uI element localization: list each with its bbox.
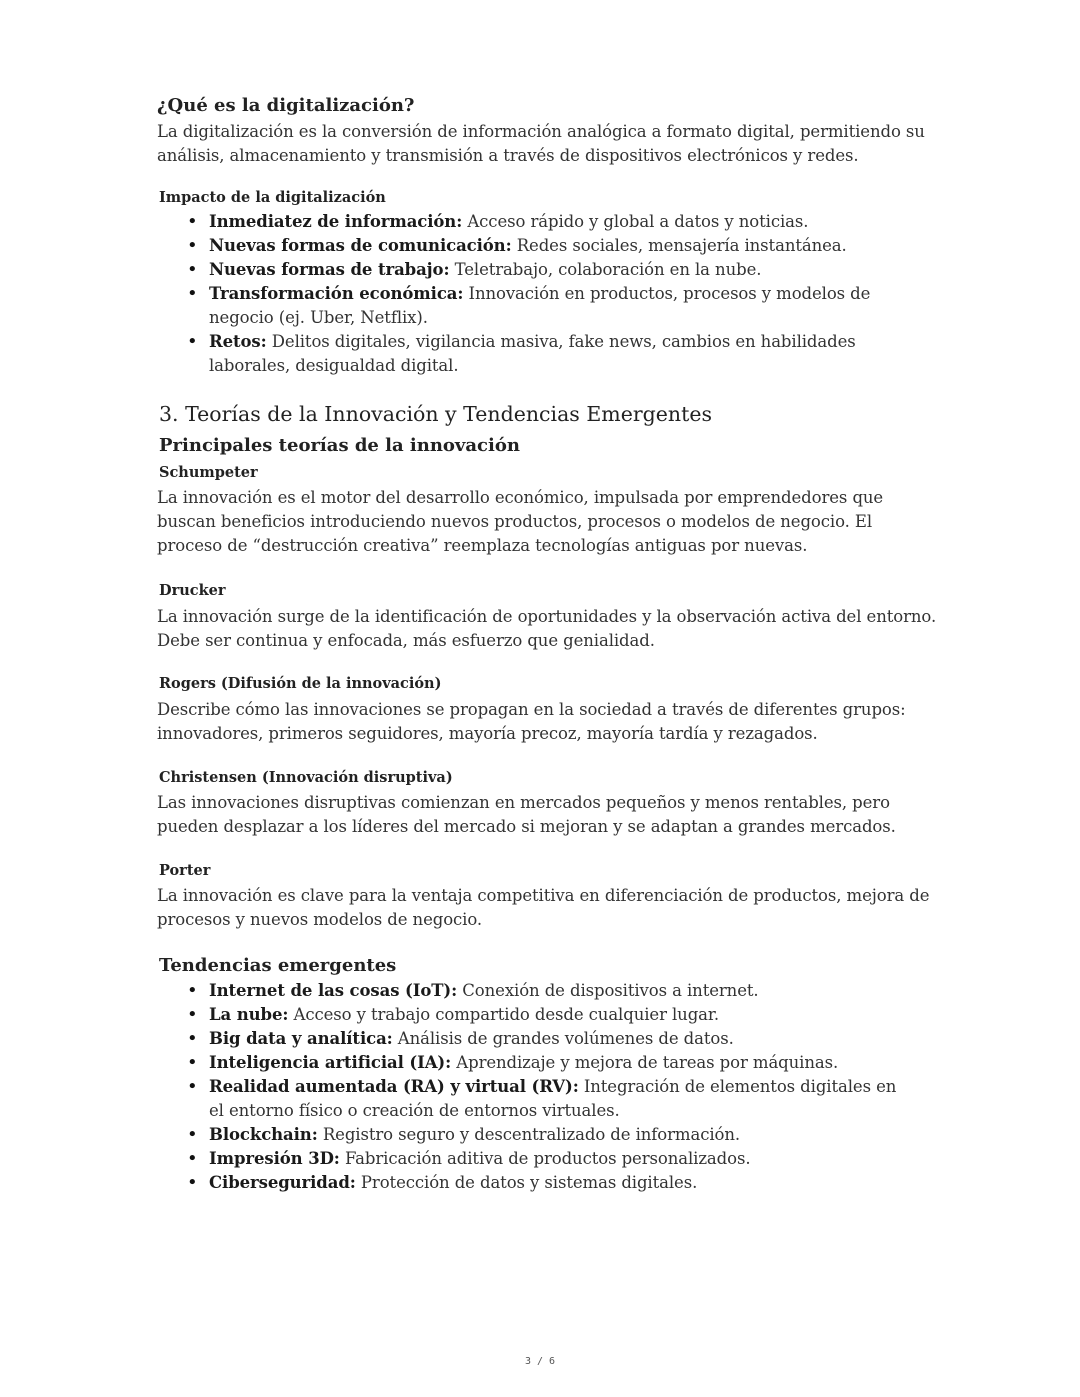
list-item-desc: Redes sociales, mensajería instantánea. [511,236,847,255]
list-item [209,1147,937,1171]
theory-name: Schumpeter [159,464,258,481]
theory-text: La innovación surge de la identificación de oportunidades y la observación activa del entorno. Debe ser continua y enfocada, más esfuerzo que genialidad. [157,607,937,650]
list-item [209,1003,937,1027]
list-item-desc: Teletrabajo, colaboración en la nube. [449,260,762,279]
list-item-term: Internet de las cosas (IoT): [209,981,458,1000]
list-item-desc: Protección de datos y sistemas digitales. [355,1173,698,1192]
theory-text: La innovación es clave para la ventaja competitiva en diferenciación de productos, mejora de procesos y nuevos modelos de negocio. [157,886,930,929]
impacto-list [157,210,937,378]
list-item-term: Nuevas formas de trabajo: [209,260,450,279]
intro-title: ¿Qué es la digitalización? [157,95,415,116]
list-item-desc: Innovación en productos, procesos y modelos de negocio (ej. Uber, Netflix). [209,284,871,327]
theory-name: Drucker [159,582,226,599]
theory-text: La innovación es el motor del desarrollo económico, impulsada por emprendedores que buscan beneficios introduciendo nuevos productos, procesos o modelos de negocio. El proceso de “destrucción creativa” reemplaza tecnologías antiguas por nuevas. [157,488,884,555]
impacto-title: Impacto de la digitalización [159,189,386,206]
list-item [209,258,937,282]
list-item [209,979,937,1003]
theories-title: Principales teorías de la innovación [159,435,520,456]
list-item-desc: Integración de elementos digitales en el entorno físico o creación de entornos virtuales. [209,1077,897,1120]
list-item [209,330,879,378]
list-item-term: Inmediatez de información: [209,212,463,231]
list-item-term: Impresión 3D: [209,1149,340,1168]
list-item-desc: Acceso rápido y global a datos y noticias. [462,212,809,231]
theory-text: Las innovaciones disruptivas comienzan en mercados pequeños y menos rentables, pero pueden desplazar a los líderes del mercado si mejoran y se adaptan a grandes mercados. [157,793,896,836]
list-item [209,1051,937,1075]
list-item-term: Nuevas formas de comunicación: [209,236,512,255]
list-item-term: Blockchain: [209,1125,318,1144]
list-item-desc: Aprendizaje y mejora de tareas por máquinas. [451,1053,839,1072]
list-item [209,1171,937,1195]
list-item-desc: Conexión de dispositivos a internet. [457,981,759,1000]
list-item-desc: Delitos digitales, vigilancia masiva, fake news, cambios en habilidades laborales, desigualdad digital. [209,332,856,375]
theory-text: Describe cómo las innovaciones se propagan en la sociedad a través de diferentes grupos: innovadores, primeros seguidores, mayoría precoz, mayoría tardía y rezagados. [157,700,906,743]
list-item [209,1027,937,1051]
trends-title: Tendencias emergentes [159,955,397,976]
list-item-term: La nube: [209,1005,289,1024]
list-item-term: Ciberseguridad: [209,1173,356,1192]
list-item-desc: Fabricación aditiva de productos personalizados. [339,1149,751,1168]
section-title: 3. Teorías de la Innovación y Tendencias Emergentes [159,402,713,426]
theory-name: Rogers (Difusión de la innovación) [159,675,442,692]
trends-list [157,979,937,1195]
list-item-term: Big data y analítica: [209,1029,393,1048]
list-item [209,282,879,330]
list-item [209,1123,937,1147]
page-number: 3 / 6 [524,1356,556,1367]
list-item [209,210,937,234]
page-content [157,92,937,1195]
list-item-term: Retos: [209,332,267,351]
list-item-term: Realidad aumentada (RA) y virtual (RV): [209,1077,579,1096]
list-item-term: Transformación económica: [209,284,464,303]
list-item-desc: Registro seguro y descentralizado de información. [317,1125,741,1144]
theory-name: Christensen (Innovación disruptiva) [159,769,453,786]
list-item-desc: Acceso y trabajo compartido desde cualquier lugar. [288,1005,720,1024]
intro-text: La digitalización es la conversión de información analógica a formato digital, permitiendo su análisis, almacenamiento y transmisión a través de dispositivos electrónicos y redes. [157,122,925,165]
list-item [209,234,937,258]
list-item-desc: Análisis de grandes volúmenes de datos. [392,1029,734,1048]
list-item [209,1075,909,1123]
list-item-term: Inteligencia artificial (IA): [209,1053,452,1072]
theory-name: Porter [159,862,211,879]
